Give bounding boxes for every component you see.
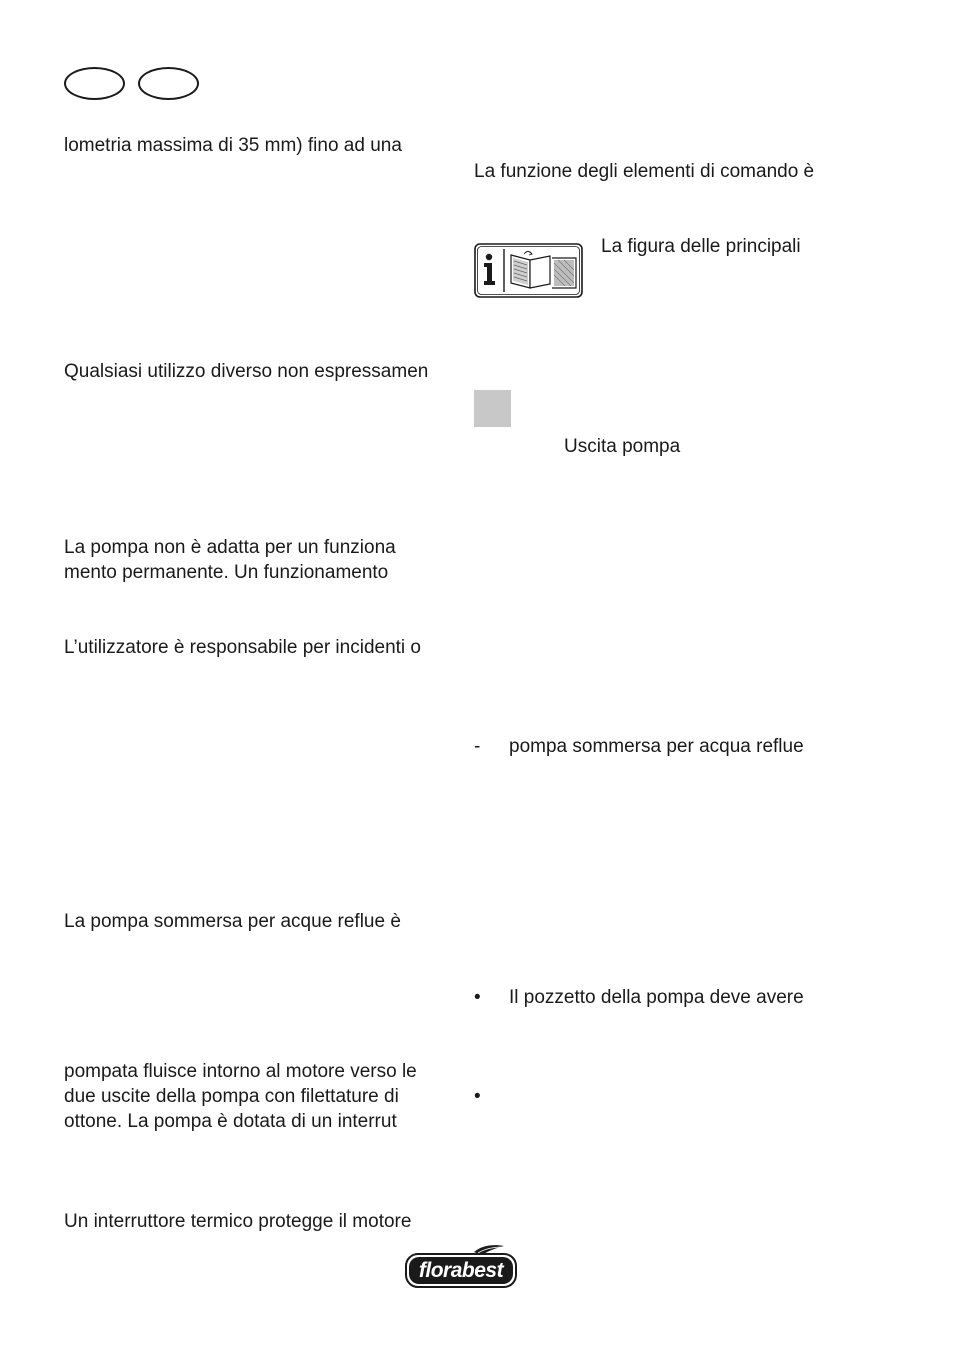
left-paragraph-3-line-1: La pompa non è adatta per un funziona xyxy=(64,537,396,558)
item-label: Uscita pompa xyxy=(564,436,681,457)
section-marker-box xyxy=(474,390,511,427)
dash-marker: - xyxy=(474,736,481,757)
left-paragraph-5: La pompa sommersa per acque reflue è xyxy=(64,911,401,932)
language-oval-icon xyxy=(64,67,125,100)
bullet-marker: • xyxy=(474,1086,481,1107)
bullet-marker: • xyxy=(474,987,481,1008)
language-oval-icon xyxy=(138,67,199,100)
left-paragraph-6-line-2: due uscite della pompa con filettature di xyxy=(64,1086,399,1107)
left-paragraph-1: lometria massima di 35 mm) fino ad una xyxy=(64,135,402,156)
info-note: La figura delle principali xyxy=(601,236,801,257)
left-paragraph-2: Qualsiasi utilizzo diverso non espressamen xyxy=(64,361,429,382)
info-manual-icon xyxy=(474,243,583,298)
left-paragraph-7: Un interruttore termico protegge il motore xyxy=(64,1211,412,1232)
right-paragraph-1: La funzione degli elementi di comando è xyxy=(474,161,815,182)
left-paragraph-6-line-1: pompata fluisce intorno al motore verso le xyxy=(64,1061,417,1082)
left-paragraph-3-line-2: mento permanente. Un funzionamento xyxy=(64,562,389,583)
left-paragraph-4: L’utilizzatore è responsabile per incidenti o xyxy=(64,637,421,658)
left-paragraph-6-line-3: ottone. La pompa è dotata di un interrut xyxy=(64,1111,397,1132)
logo-wordmark: florabest xyxy=(418,1258,504,1282)
dash-list-item: pompa sommersa per acqua reflue xyxy=(509,736,804,757)
bullet-list-item: Il pozzetto della pompa deve avere xyxy=(509,987,804,1008)
